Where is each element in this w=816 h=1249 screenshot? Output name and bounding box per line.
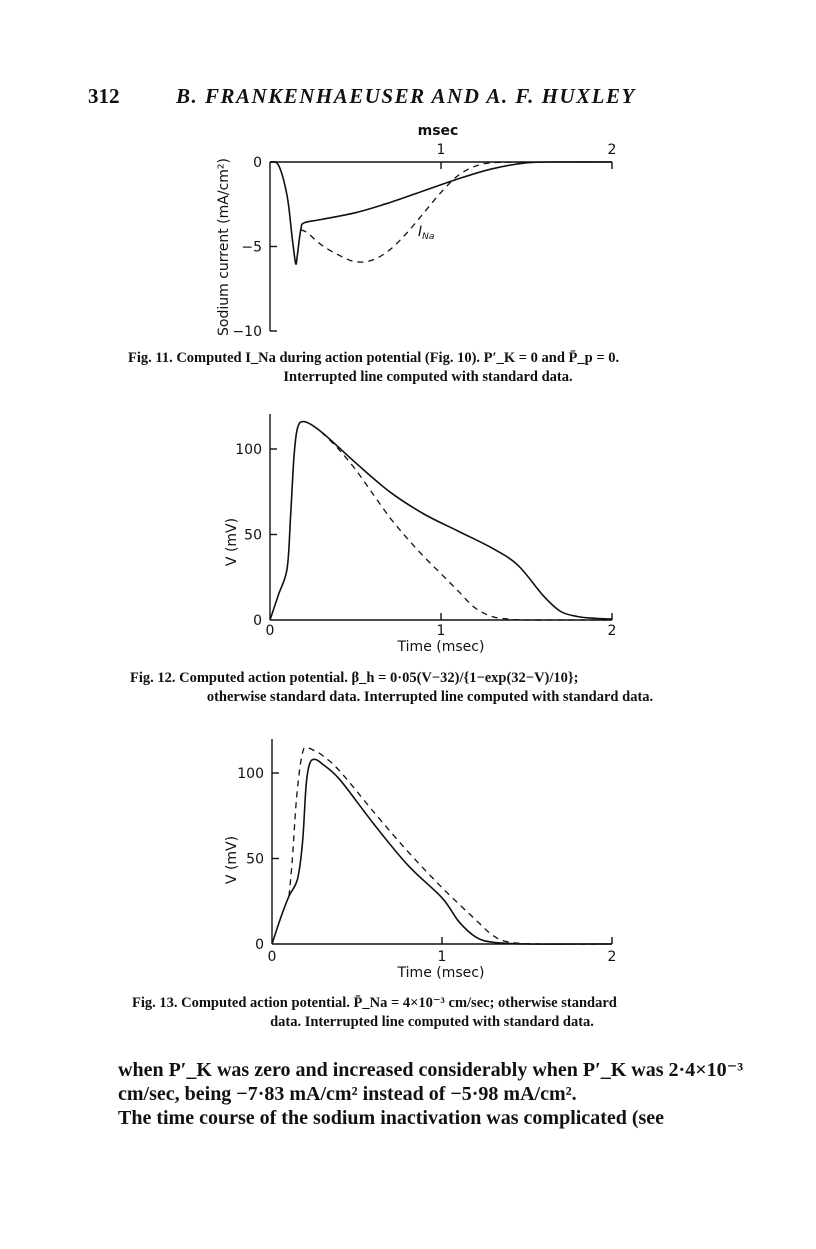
fig12-x-tick-label: 0 xyxy=(265,623,275,639)
fig13-y-tick-label: 50 xyxy=(246,851,264,868)
fig12-y-tick-label: 0 xyxy=(253,613,262,629)
fig12-x-tick-label: 2 xyxy=(607,623,617,639)
body-line-2: cm/sec, being −7·83 mA/cm² instead of −5·98 mA/cm². xyxy=(118,1083,577,1105)
fig11-x-tick-label: 2 xyxy=(607,142,617,158)
fig12-ylabel: V (mV) xyxy=(224,517,240,567)
fig12-xlabel: Time (msec) xyxy=(397,639,485,655)
fig11-caption-line2: Interrupted line computed with standard data. xyxy=(283,369,573,385)
page-number: 312 xyxy=(88,84,120,108)
fig13-x-tick-label: 2 xyxy=(607,949,617,965)
fig13-y-tick-label: 0 xyxy=(255,937,264,953)
fig13-solid-line xyxy=(272,759,612,944)
body-line-3: The time course of the sodium inactivation was complicated (see xyxy=(118,1107,665,1129)
fig13-caption xyxy=(132,994,732,1032)
fig11-xlabel: msec xyxy=(417,123,459,139)
fig13-caption-line2: data. Interrupted line computed with standard data. xyxy=(270,1014,594,1030)
fig11-y-tick-label: −5 xyxy=(241,239,262,256)
fig12-y-tick-label: 50 xyxy=(244,527,262,544)
fig11-ylabel: Sodium current (mA/cm²) xyxy=(216,158,232,336)
body-text xyxy=(118,1058,758,1130)
body-line-1: when P′_K was zero and increased considerably when P′_K was 2·4×10⁻³ xyxy=(118,1059,744,1081)
fig12-caption-line1: Fig. 12. Computed action potential. β_h = 0·05(V−32)/{1−exp(32−V)/10}; xyxy=(130,670,579,686)
fig13-axes xyxy=(237,739,616,965)
fig11-y-tick-label: −10 xyxy=(232,324,262,340)
fig11-x-tick-label: 1 xyxy=(436,142,446,158)
fig11-y-tick-label: 0 xyxy=(253,155,262,171)
running-head: B. FRANKENHAEUSER AND A. F. HUXLEY xyxy=(176,84,636,108)
fig13-y-tick-label: 100 xyxy=(237,766,264,782)
fig12-y-tick-label: 100 xyxy=(235,442,262,458)
fig13-x-tick-label: 1 xyxy=(437,949,447,965)
fig12-caption-line2: otherwise standard data. Interrupted line computed with standard data. xyxy=(206,689,654,705)
fig12-x-tick-label: 1 xyxy=(436,623,446,639)
fig13-x-tick-label: 0 xyxy=(267,949,277,965)
fig11-annotation-ina: $I_{Na}$ xyxy=(418,224,435,242)
fig13-caption-line1: Fig. 13. Computed action potential. P̄_Na = 4×10⁻³ cm/sec; otherwise standard xyxy=(132,995,617,1011)
fig13-ylabel: V (mV) xyxy=(224,835,240,885)
fig11-caption-line1: Fig. 11. Computed I_Na during action potential (Fig. 10). P′_K = 0 and P̄_p = 0. xyxy=(128,350,620,366)
fig13-xlabel: Time (msec) xyxy=(397,965,485,981)
